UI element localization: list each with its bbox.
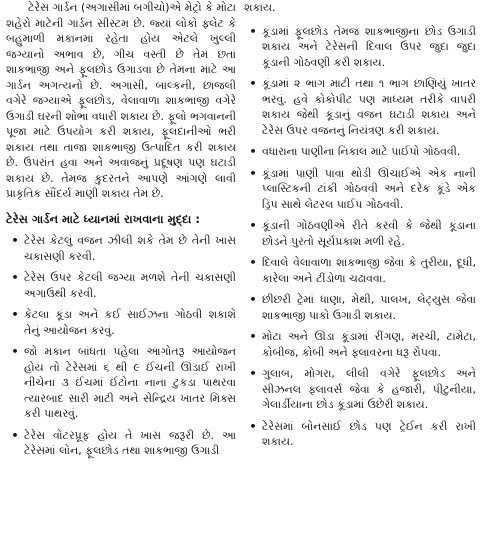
list-item bbox=[6, 233, 236, 264]
list-item bbox=[6, 307, 236, 338]
list-item bbox=[244, 76, 476, 138]
list-item-text: ટેરેસ ઉપર કેટલી જગ્યા મળશે તેની ચકાસણી અગાઉથી કરવી. bbox=[24, 271, 236, 300]
bullet-icon: • bbox=[249, 367, 257, 380]
list-item bbox=[244, 24, 476, 71]
bullet-icon: • bbox=[249, 145, 257, 158]
bullet-icon: • bbox=[249, 256, 257, 269]
bullet-icon: • bbox=[11, 234, 19, 247]
bullet-icon: • bbox=[249, 293, 257, 306]
list-item-text: કેટલા કૂંડા અને કઈ સાઈઝના ગોઠવી શકાશે તેનું આયોજન કરવું. bbox=[24, 308, 236, 337]
list-item bbox=[6, 344, 236, 422]
intro-paragraph: ટેરેસ ગાર્ડન (અગાસીમાં બગીચો)એ મેટ્રો કે મોટા શહેરો માટેની ગાર્ડન સીસ્ટમ છે. જ્યાં લોકો ફ્લેટ કે બહુમાળી મકાનમાં રહેતા હોય એટલે ખુલ્લી જગ્યાનો અભાવ છે, ગીચ વસ્તી છે તેમ છતાં શાકભાજી અને ફૂલછોડ ઉગાડવા છે તેમના માટે આ ગાર્ડન અગત્યનો છે. અગાસી, બાલ્કની, છાજલી વગેરે જગ્યાએ ફૂલછોડ, વેલાવાળા શાકભાજી વગેરે ઉગાડી ઘરની શોભા વધારી શકાય છે. ફૂલો ભગવાનની પૂજા માટે ઉપયોગ કરી શકાય, ફૂલદાનીઓ ભરી શકાય તથા તાજા શાકભાજી ઉત્પાદિત કરી શકાય છે. ઉપરાંત હવા અને અવાજનું પ્રદૂષણ પણ ઘટાડી શકાય છે. તેમજ કુદરતને આપણે આંગણે લાવી પ્રાકૃતિક સૌંદર્ય માણી શકાય તેમ છે. bbox=[6, 1, 236, 200]
bullet-icon: • bbox=[11, 271, 19, 284]
bullet-icon: • bbox=[11, 308, 19, 321]
list-item-text: ટેરેસમાં બોનસાઈ છોડ પણ ટ્રેઈન કરી રાખી શકાય. bbox=[262, 419, 476, 448]
list-item bbox=[6, 270, 236, 301]
list-item bbox=[244, 255, 476, 286]
bullet-icon: • bbox=[249, 24, 257, 38]
list-item-text: કૂંડામાં ફૂલછોડ તેમજ શાકભાજીના છોડ ઉગાડી શકાય અને ટેરેસની દિવાલ ઉપર જુદા જુદા કૂંડાની ગોઠવણી કરી શકાય. bbox=[262, 24, 476, 69]
bullet-icon: • bbox=[249, 419, 257, 433]
list-item-text: મોટા અને ઊંડા કૂંડામાં રીંગણ, મરચી, ટામેટા, કોબીજ, કોબી અને ફ્લાવરના ધરૂ રોપવા. bbox=[262, 330, 476, 359]
list-item-text: કૂંડામાં પાણી પાવા થોડી ઊંચાઈએ એક નાની પ્લાસ્ટિકની ટાંકી ગોઠવવી અને દરેક કૂંડે એક ડ્રિપ સાથે લેટરલ પાઈપ ગોઠવવી. bbox=[262, 166, 476, 211]
left-column bbox=[6, 0, 236, 465]
list-item bbox=[244, 166, 476, 213]
list-item bbox=[6, 428, 236, 459]
list-item-text: ટેરેસ કેટલું વજન ઝીલી શકે તેમ છે તેની ખાસ ચકાસણી કરવી. bbox=[24, 234, 236, 263]
list-item-text: કૂંડામાં ૨ ભાગ માટી તથા ૧ ભાગ છાણિયું ખાતર ભરવું. હવે કોકોપીટ પણ માધ્યમ તરીકે વાપરી શકાય જેથી કૂંડાનું વજન ઘટાડી શકાય અને ટેરેસ ઉપર વજનનું નિયંત્રણ કરી શકાય. bbox=[262, 77, 476, 137]
bullet-icon: • bbox=[249, 219, 257, 232]
bullet-icon: • bbox=[249, 166, 257, 180]
list-item-text: છીછરી ટ્રેમાં ધાણા, મેથી, પાલખ, લેટ્યુસ જેવા શાકભાજી પાકો ઉગાડી શકાય. bbox=[262, 293, 476, 322]
list-item-text: દિવાલે વેલાવાળા શાકભાજી જેવા કે તુરીયા, દૂધી, કારેલા અને ટીંડોળા ચઢાવવા. bbox=[262, 256, 476, 285]
list-item bbox=[244, 218, 476, 249]
list-item bbox=[244, 419, 476, 450]
section-heading: ટેરેસ ગાર્ડન માટે ધ્યાનમાં રાખવાના મુદ્દા : bbox=[6, 211, 200, 226]
list-item bbox=[244, 366, 476, 413]
list-item-text: કૂંડાની ગોઠવણીએ રીતે કરવી કે જેથી કૂંડાના છોડને પુરતો સૂર્યપ્રકાશ મળી રહે. bbox=[262, 219, 476, 248]
list-item-text: જો મકાન બાંધતા પહેલા આગોતરૂ આયોજન હોય તો ટેરેસમાં ૬ થી ૯ ઈંચની ઊંડાઈ રાખી નીચેના ૩ ઈંચમાં ઈંટોના નાના ટુકડા પાથરવા ત્યારબાદ સારી માટી અને સેન્દ્રિય ખાતર મિક્સ કરી પાથરવું. bbox=[24, 345, 236, 420]
list-item-text: ટેરેસ વોટરપ્રૂફ હોય તે ખાસ જરૂરી છે. આ ટેરેસમાં લોન, ફૂલછોડ તથા શાકભાજી ઉગાડી bbox=[24, 428, 236, 457]
bullet-icon: • bbox=[11, 345, 19, 358]
bullet-icon: • bbox=[249, 330, 257, 343]
bullet-icon: • bbox=[249, 77, 257, 90]
list-item bbox=[244, 292, 476, 323]
bullet-icon: • bbox=[11, 428, 19, 442]
continued-text: શકાય. bbox=[244, 1, 276, 14]
list-item-text: વધારાના પાણીના નિકાલ માટે પાઈપો ગોઠવવી. bbox=[262, 145, 461, 158]
right-column bbox=[244, 0, 476, 456]
list-item bbox=[244, 329, 476, 360]
list-item bbox=[244, 144, 476, 160]
list-item-text: ગુલાબ, મોગરા, લીલી વગેરે ફૂલછોડ અને સીઝનલ ફ્લાવર્સ જેવા કે હજારી, પીટુનીયા, ગેલાર્ડીયાના છોડ કૂંડામાં ઉછેરી શકાય. bbox=[262, 367, 476, 411]
